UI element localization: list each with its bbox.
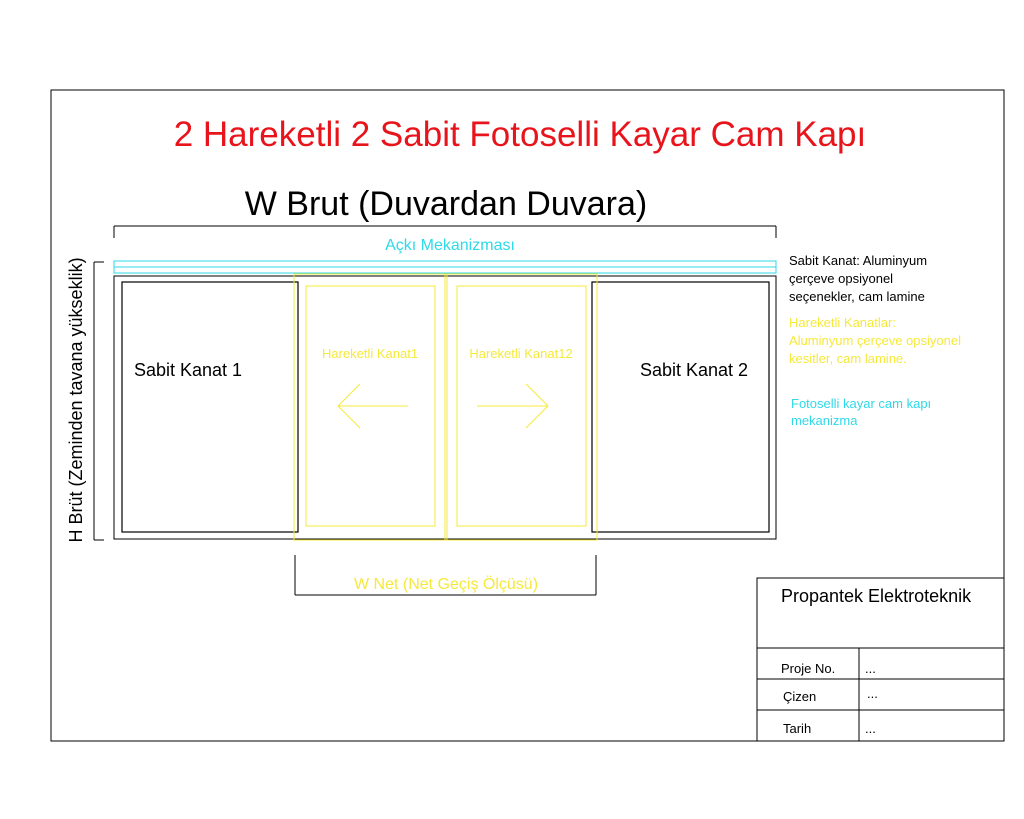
note-moving-line: Aluminyum çerçeve opsiyonel [789, 333, 961, 348]
title-block-value-drawn: ... [867, 686, 878, 701]
note-moving-line: kesitler, cam lamine. [789, 351, 907, 366]
note-moving [789, 315, 961, 366]
w-brut-label: W Brut (Duvardan Duvara) [244, 185, 648, 223]
title-block-value-project: ... [865, 661, 876, 676]
arrow-left-icon [338, 384, 408, 428]
fixed-panel-left-label: Sabit Kanat 1 [133, 360, 243, 380]
mechanism-label: Açkı Mekanizması [385, 237, 515, 254]
title-block-value-date: ... [865, 721, 876, 736]
arrow-right-icon [477, 384, 548, 428]
fixed-panel-right [592, 282, 769, 532]
note-fixed-line: seçenekler, cam lamine [789, 289, 925, 304]
fixed-panel-left [122, 282, 298, 532]
title-block-label-project: Proje No. [781, 661, 836, 676]
moving-panel-left-label: Hareketli Kanat1 [321, 346, 419, 361]
title-block-label-drawn: Çizen [783, 689, 817, 704]
note-mechanism-line: Fotoselli kayar cam kapı [791, 396, 932, 411]
note-fixed-line: çerçeve opsiyonel [789, 271, 894, 286]
note-mechanism [791, 396, 931, 428]
title-block-company: Propantek Elektroteknik [781, 586, 972, 606]
mechanism-rail [114, 261, 776, 273]
note-fixed-line: Sabit Kanat: Aluminyum [789, 253, 928, 268]
note-fixed [789, 253, 927, 304]
title-block-label-date: Tarih [783, 721, 812, 736]
w-net-label: W Net (Net Geçiş Ölçüsü) [353, 576, 539, 593]
note-moving-line: Hareketli Kanatlar: [789, 315, 896, 330]
fixed-panel-right-label: Sabit Kanat 2 [639, 360, 749, 380]
h-brut-dimension [94, 262, 104, 540]
note-mechanism-line: mekanizma [791, 413, 858, 428]
moving-panel-right-label: Hareketli Kanat12 [469, 346, 573, 361]
drawing-title: 2 Hareketli 2 Sabit Fotoselli Kayar Cam Kapı [173, 115, 867, 154]
h-brut-label: H Brüt (Zeminden tavana yükseklik) [66, 257, 86, 543]
